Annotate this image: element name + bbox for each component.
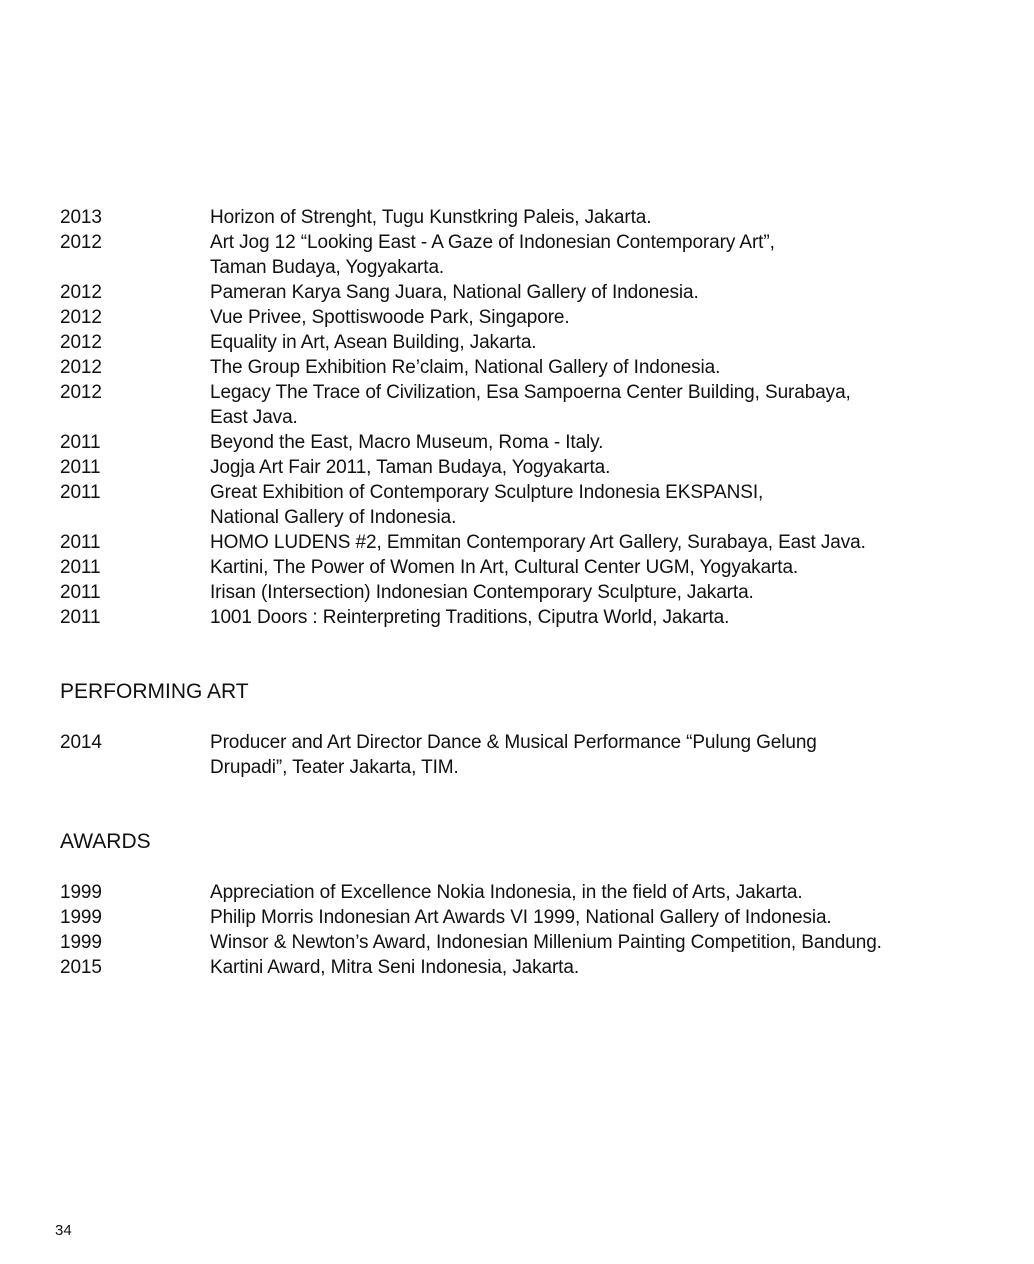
- entry-text: Beyond the East, Macro Museum, Roma - Italy.: [210, 432, 604, 453]
- performing-art-heading: PERFORMING ART: [60, 680, 249, 703]
- entry-text: Vue Privee, Spottiswoode Park, Singapore.: [210, 307, 570, 328]
- entry-text: Producer and Art Director Dance & Musical Performance “Pulung Gelung Drupadi”, Teater Jakarta, TIM.: [210, 732, 817, 778]
- entry-year: 2011: [60, 607, 101, 628]
- list-item: [60, 955, 990, 980]
- list-item: [60, 580, 990, 605]
- entry-text: Winsor & Newton’s Award, Indonesian Millenium Painting Competition, Bandung.: [210, 932, 882, 953]
- entry-year: 2012: [60, 232, 102, 253]
- page-number: 34: [55, 1222, 72, 1239]
- entry-year: 2015: [60, 957, 102, 978]
- entry-text: Kartini Award, Mitra Seni Indonesia, Jakarta.: [210, 957, 580, 978]
- entry-year: 2014: [60, 732, 102, 753]
- entry-year: 2011: [60, 532, 101, 553]
- entry-text: 1001 Doors : Reinterpreting Traditions, Ciputra World, Jakarta.: [210, 607, 730, 628]
- list-item: [60, 280, 990, 305]
- entry-text: Appreciation of Excellence Nokia Indonesia, in the field of Arts, Jakarta.: [210, 882, 803, 903]
- entry-text: Legacy The Trace of Civilization, Esa Sampoerna Center Building, Surabaya, East Java.: [210, 382, 851, 428]
- entry-text: Pameran Karya Sang Juara, National Gallery of Indonesia.: [210, 282, 699, 303]
- entry-year: 2011: [60, 482, 101, 503]
- entry-year: 2013: [60, 207, 102, 228]
- list-item: [60, 330, 990, 355]
- entry-text: Great Exhibition of Contemporary Sculpture Indonesia EKSPANSI, National Gallery of Indonesia.: [210, 482, 764, 528]
- entry-text: The Group Exhibition Re’claim, National Gallery of Indonesia.: [210, 357, 721, 378]
- entry-year: 2011: [60, 557, 101, 578]
- list-item: [60, 605, 990, 630]
- entry-year: 2012: [60, 357, 102, 378]
- entry-text: Philip Morris Indonesian Art Awards VI 1999, National Gallery of Indonesia.: [210, 907, 832, 928]
- list-item: [60, 305, 990, 330]
- list-item: [60, 205, 990, 230]
- entry-text: Equality in Art, Asean Building, Jakarta.: [210, 332, 537, 353]
- list-item: [60, 930, 990, 955]
- list-item: [60, 530, 990, 555]
- entry-text: Horizon of Strenght, Tugu Kunstkring Paleis, Jakarta.: [210, 207, 652, 228]
- list-item: [60, 230, 990, 280]
- entry-year: 1999: [60, 907, 102, 928]
- entry-year: 1999: [60, 882, 102, 903]
- list-item: [60, 455, 990, 480]
- list-item: [60, 730, 990, 780]
- entry-year: 2012: [60, 382, 102, 403]
- awards-list: [60, 880, 990, 980]
- exhibitions-list: [60, 205, 990, 630]
- entry-year: 2012: [60, 307, 102, 328]
- list-item: [60, 555, 990, 580]
- entry-text: Irisan (Intersection) Indonesian Contemporary Sculpture, Jakarta.: [210, 582, 754, 603]
- entry-year: 2011: [60, 457, 101, 478]
- list-item: [60, 355, 990, 380]
- entry-text: HOMO LUDENS #2, Emmitan Contemporary Art Gallery, Surabaya, East Java.: [210, 532, 866, 553]
- entry-year: 2012: [60, 282, 102, 303]
- list-item: [60, 380, 990, 430]
- entry-year: 2012: [60, 332, 102, 353]
- list-item: [60, 880, 990, 905]
- entry-text: Jogja Art Fair 2011, Taman Budaya, Yogyakarta.: [210, 457, 611, 478]
- list-item: [60, 905, 990, 930]
- list-item: [60, 480, 990, 530]
- entry-text: Kartini, The Power of Women In Art, Cultural Center UGM, Yogyakarta.: [210, 557, 799, 578]
- list-item: [60, 430, 990, 455]
- awards-heading: AWARDS: [60, 830, 151, 853]
- entry-year: 2011: [60, 432, 101, 453]
- entry-year: 2011: [60, 582, 101, 603]
- performing-art-list: [60, 730, 990, 780]
- entry-year: 1999: [60, 932, 102, 953]
- entry-text: Art Jog 12 “Looking East - A Gaze of Indonesian Contemporary Art”, Taman Budaya, Yogyakarta.: [210, 232, 775, 278]
